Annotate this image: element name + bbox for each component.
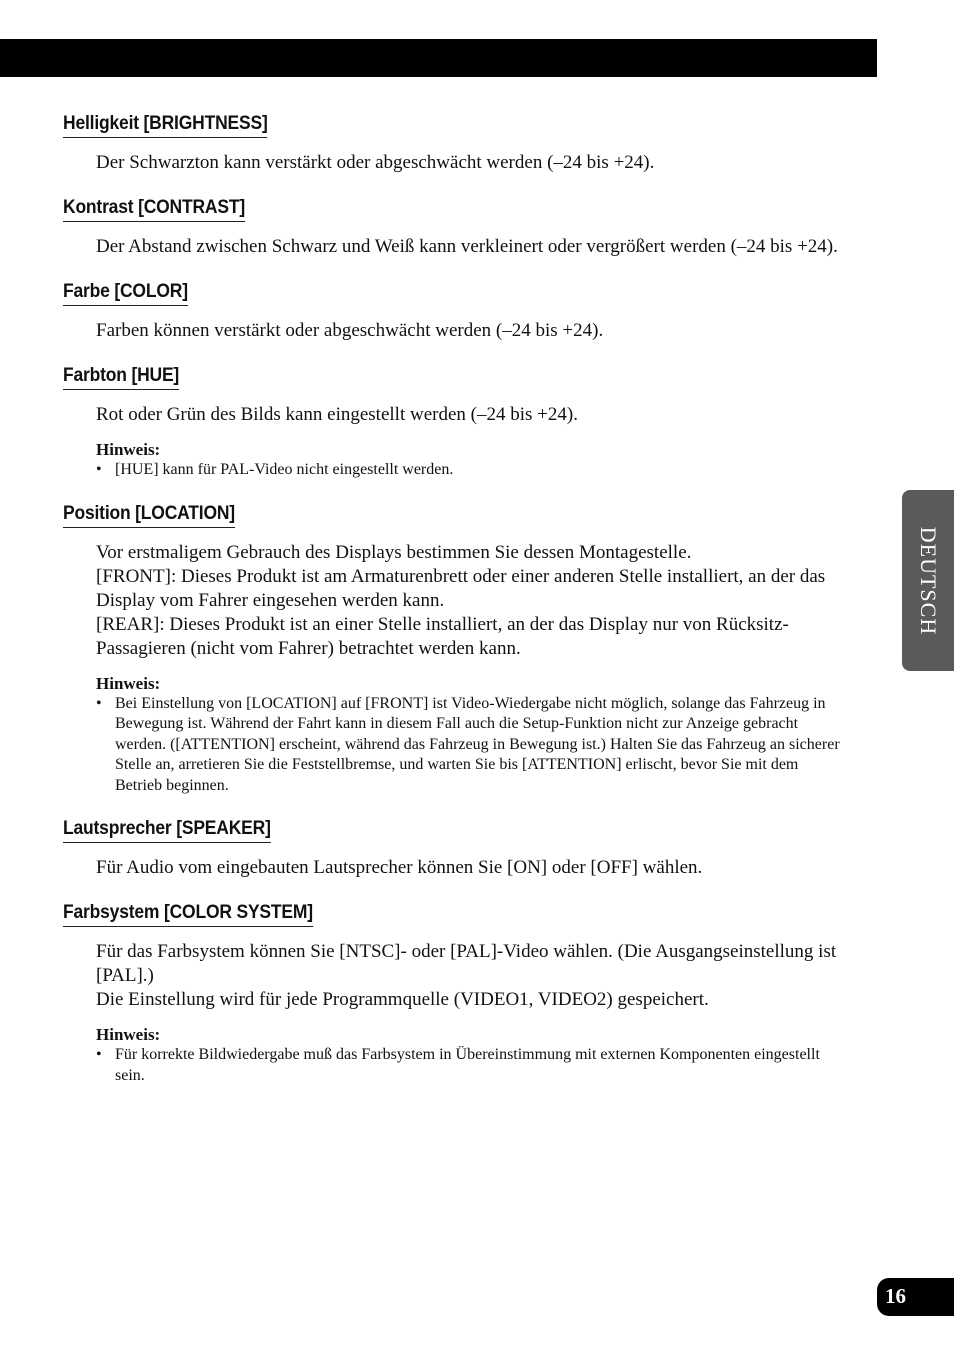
note-title: Hinweis: xyxy=(96,440,161,459)
header-bar xyxy=(0,39,877,77)
paragraph: Der Schwarzton kann verstärkt oder abgeschwächt werden (–24 bis +24). xyxy=(96,152,655,173)
paragraph: Der Abstand zwischen Schwarz und Weiß kann verkleinert oder vergrößert werden (–24 bis +24). xyxy=(96,236,838,257)
note-item xyxy=(63,694,848,797)
section-body xyxy=(96,856,848,880)
note-item xyxy=(63,1045,848,1086)
paragraph: Für Audio vom eingebauten Lautsprecher können Sie [ON] oder [OFF] wählen. xyxy=(96,857,703,878)
section-heading: Helligkeit [BRIGHTNESS] xyxy=(63,112,268,138)
section-heading: Lautsprecher [SPEAKER] xyxy=(63,817,271,843)
note-list xyxy=(96,460,848,481)
note-list xyxy=(96,694,848,797)
note xyxy=(96,1025,848,1086)
page-number-tab xyxy=(877,1278,954,1316)
paragraph: Vor erstmaligem Gebrauch des Displays bestimmen Sie dessen Montagestelle. xyxy=(96,541,692,563)
section-body xyxy=(96,151,848,175)
section-color-system xyxy=(63,901,848,1086)
paragraph: Für das Farbsystem können Sie [NTSC]- oder [PAL]-Video wählen. (Die Ausgangseinstellung ist [PAL].) xyxy=(96,941,837,986)
section-body xyxy=(96,541,848,661)
bullet-icon: • xyxy=(96,461,102,478)
section-speaker xyxy=(63,817,848,880)
section-contrast xyxy=(63,196,848,259)
section-heading: Farbsystem [COLOR SYSTEM] xyxy=(63,901,313,927)
bullet-icon: • xyxy=(96,694,102,712)
note xyxy=(96,674,848,797)
paragraph: Rot oder Grün des Bilds kann eingestellt werden (–24 bis +24). xyxy=(96,404,578,425)
section-body xyxy=(96,235,848,259)
section-location xyxy=(63,502,848,797)
paragraph: Die Einstellung wird für jede Programmquelle (VIDEO1, VIDEO2) gespeichert. xyxy=(96,989,709,1010)
section-body xyxy=(96,403,848,427)
note-title: Hinweis: xyxy=(96,1025,161,1044)
language-tab-label: DEUTSCH xyxy=(916,526,941,635)
section-hue xyxy=(63,364,848,481)
page-number: 16 xyxy=(885,1284,906,1308)
note-item xyxy=(63,460,848,481)
section-color xyxy=(63,280,848,343)
page-content xyxy=(63,112,848,1086)
section-brightness xyxy=(63,112,848,175)
note-title: Hinweis: xyxy=(96,673,161,693)
language-tab xyxy=(902,490,954,671)
section-body xyxy=(96,940,848,1012)
note-text: Bei Einstellung von [LOCATION] auf [FRONT] ist Video-Wiedergabe nicht möglich, solange das Fahrzeug in Bewegung ist. Während der Fahrt kann in diesem Fall auch die Setup-Funktion nicht zur Anzeige gebracht werden. ([ATTENTION] erscheint, während das Fahrzeug in Bewegung ist.) Halten Sie das Fahrzeug an sicherer Stelle an, arretieren Sie die Feststellbremse, und warten Sie bis [ATTENTION] erlischt, bevor Sie mit dem Betrieb beginnen. xyxy=(115,694,840,794)
section-heading: Farbe [COLOR] xyxy=(63,280,188,306)
section-heading: Farbton [HUE] xyxy=(63,364,179,390)
note-text: Für korrekte Bildwiedergabe muß das Farbsystem in Übereinstimmung mit externen Komponenten eingestellt sein. xyxy=(115,1046,820,1084)
note xyxy=(96,440,848,481)
paragraph: [REAR]: Dieses Produkt ist an einer Stelle installiert, an der das Display nur von Rücksitz-Passagieren (nicht vom Fahrer) betrachtet werden kann. xyxy=(96,613,789,659)
paragraph: [FRONT]: Dieses Produkt ist am Armaturenbrett oder einer anderen Stelle installiert, an der das Display vom Fahrer eingesehen werden kann. xyxy=(96,565,826,611)
section-heading: Position [LOCATION] xyxy=(63,502,235,528)
bullet-icon: • xyxy=(96,1046,102,1063)
section-body xyxy=(96,319,848,343)
paragraph: Farben können verstärkt oder abgeschwächt werden (–24 bis +24). xyxy=(96,320,604,341)
section-heading: Kontrast [CONTRAST] xyxy=(63,196,245,222)
note-text: [HUE] kann für PAL-Video nicht eingestellt werden. xyxy=(115,461,454,478)
note-list xyxy=(96,1045,848,1086)
